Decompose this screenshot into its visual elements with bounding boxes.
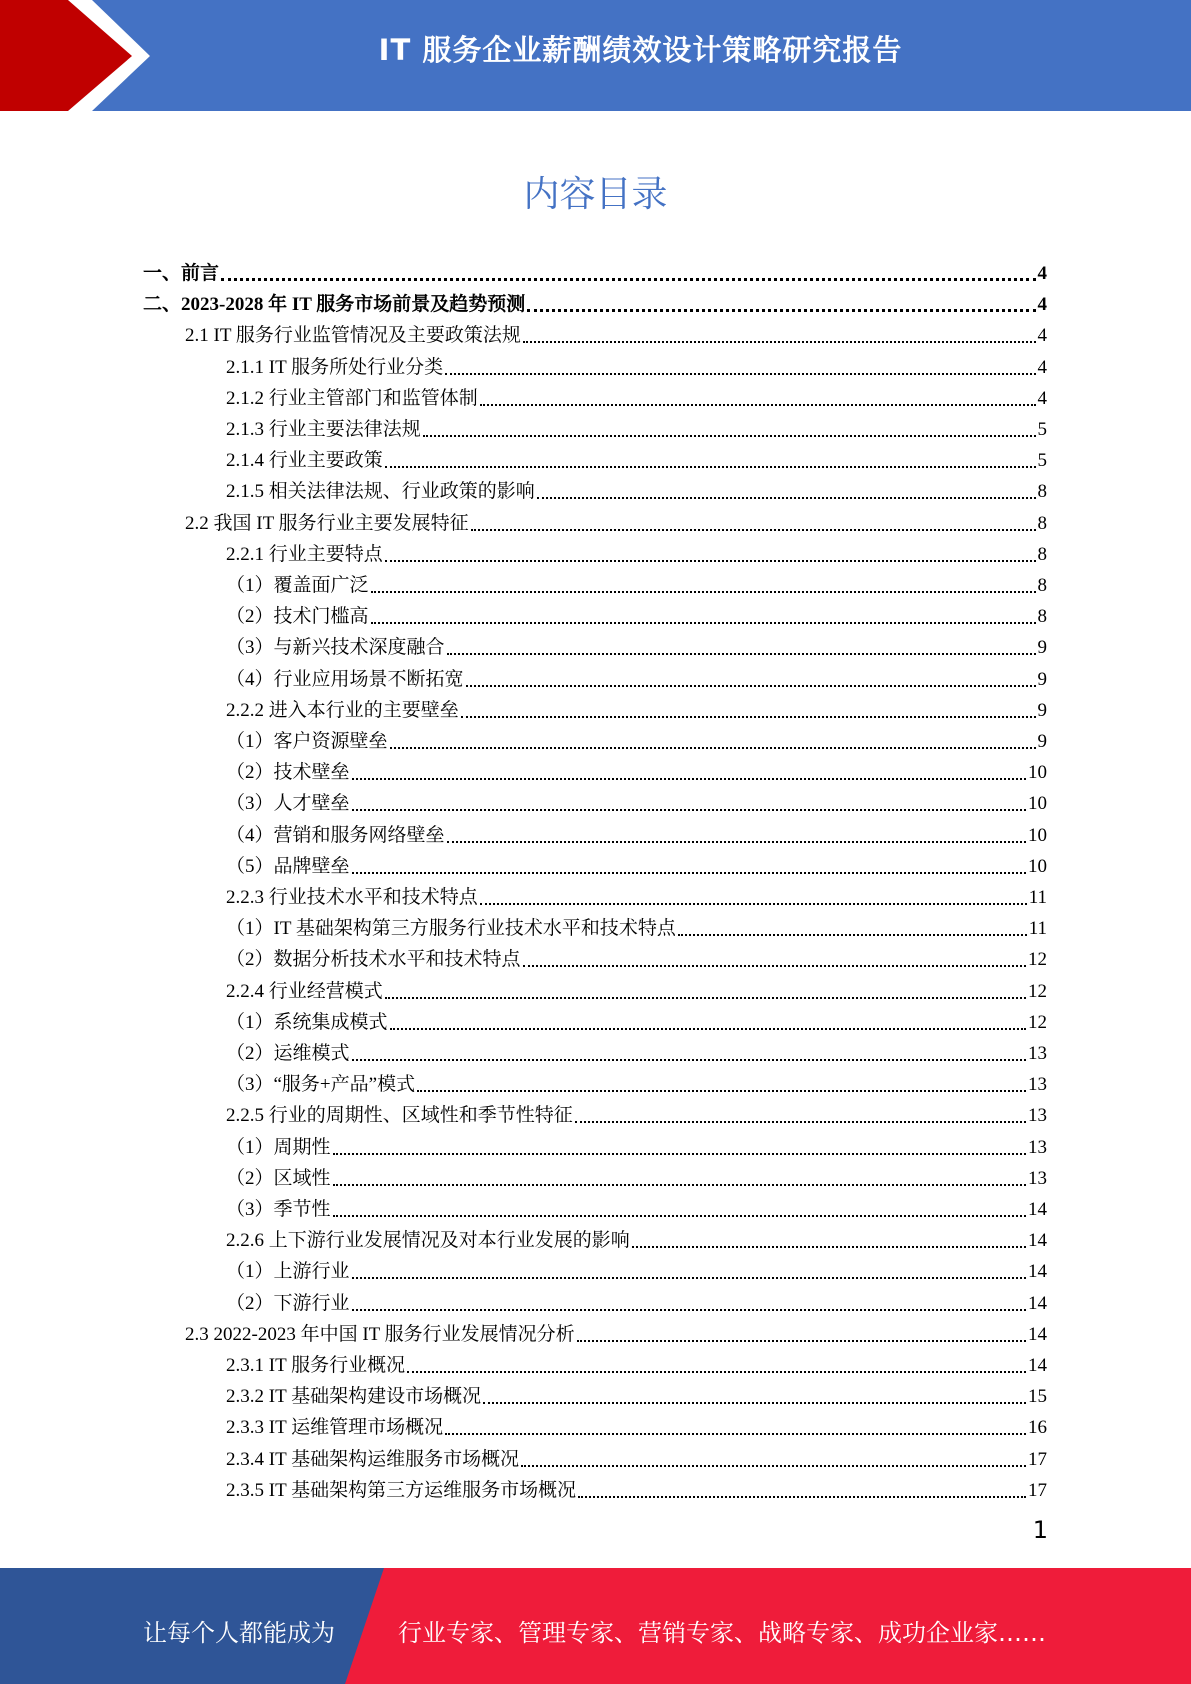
toc-entry[interactable] — [226, 1253, 1047, 1284]
toc-dot-leader — [466, 665, 1036, 687]
toc-entry-title: 2.2.3 行业技术水平和技术特点 — [226, 887, 478, 908]
toc-entry-page: 17 — [1028, 1449, 1047, 1470]
toc-title: 内容目录 — [523, 174, 668, 215]
toc-dot-leader — [221, 258, 1035, 281]
toc-entry-page: 14 — [1028, 1261, 1047, 1282]
toc-entry-page: 9 — [1037, 731, 1047, 752]
toc-entry-title: （3）季节性 — [226, 1199, 331, 1220]
toc-entry-page: 9 — [1037, 700, 1047, 721]
toc-entry[interactable] — [226, 1035, 1047, 1066]
toc-entry-page: 11 — [1028, 918, 1047, 939]
toc-dot-leader — [483, 1382, 1026, 1404]
toc-entry-page: 4 — [1037, 294, 1047, 315]
toc-dot-leader — [527, 289, 1035, 312]
toc-entry-title: （3）“服务+产品”模式 — [226, 1074, 416, 1095]
toc-entry-page: 4 — [1037, 357, 1047, 378]
toc-entry[interactable] — [226, 380, 1047, 411]
toc-entry[interactable] — [226, 536, 1047, 567]
toc-entry-page: 15 — [1028, 1386, 1047, 1407]
header-title: IT 服务企业薪酬绩效设计策略研究报告 — [378, 33, 903, 67]
footer-slogan-right: 行业专家、管理专家、营销专家、战略专家、成功企业家…… — [398, 1619, 1046, 1647]
toc-entry-page: 13 — [1028, 1105, 1047, 1126]
toc-entry-title: （3）与新兴技术深度融合 — [226, 637, 445, 658]
toc-dot-leader — [445, 353, 1035, 375]
toc-dot-leader — [352, 789, 1026, 811]
toc-dot-leader — [447, 633, 1036, 655]
header-banner — [0, 0, 1191, 111]
toc-entry[interactable] — [226, 349, 1047, 380]
toc-entry[interactable] — [226, 941, 1047, 972]
toc-entry-title: （2）技术壁垒 — [226, 762, 350, 783]
toc-dot-leader — [333, 1164, 1026, 1186]
toc-entry-page: 13 — [1028, 1168, 1047, 1189]
toc-dot-leader — [390, 1008, 1026, 1030]
toc-entry[interactable] — [226, 1285, 1047, 1316]
toc-entry[interactable] — [226, 754, 1047, 785]
toc-dot-leader — [352, 1039, 1026, 1061]
toc-dot-leader — [333, 1195, 1026, 1217]
toc-dot-leader — [447, 821, 1026, 843]
toc-entry[interactable] — [226, 598, 1047, 629]
toc-entry-title: 2.3.1 IT 服务行业概况 — [226, 1355, 406, 1376]
toc-entry-title: 2.1.1 IT 服务所处行业分类 — [226, 357, 444, 378]
toc-dot-leader — [371, 571, 1036, 593]
toc-entry[interactable] — [226, 1222, 1047, 1253]
toc-entry[interactable] — [226, 442, 1047, 473]
toc-entry-title: 2.1 IT 服务行业监管情况及主要政策法规 — [185, 325, 521, 346]
toc-entry[interactable] — [226, 879, 1047, 910]
toc-entry[interactable] — [185, 1316, 1047, 1347]
toc-entry-title: （5）品牌壁垒 — [226, 856, 350, 877]
toc-entry-page: 9 — [1037, 669, 1047, 690]
toc-dot-leader — [480, 883, 1027, 905]
toc-entry[interactable] — [226, 1347, 1047, 1378]
toc-dot-leader — [480, 384, 1036, 406]
toc-entry-page: 14 — [1028, 1355, 1047, 1376]
toc-entry-page: 9 — [1037, 637, 1047, 658]
page-number: 1 — [1032, 1516, 1048, 1544]
toc-entry-title: 2.2.5 行业的周期性、区域性和季节性特征 — [226, 1105, 573, 1126]
toc-dot-leader — [577, 1320, 1026, 1342]
toc-dot-leader — [352, 1257, 1026, 1279]
toc-entry-title: 2.2.4 行业经营模式 — [226, 981, 383, 1002]
toc-entry-page: 13 — [1028, 1043, 1047, 1064]
toc-entry[interactable] — [226, 817, 1047, 848]
toc-entry[interactable] — [143, 286, 1047, 317]
toc-entry-title: 2.3.5 IT 基础架构第三方运维服务市场概况 — [226, 1480, 577, 1501]
toc-entry[interactable] — [226, 785, 1047, 816]
toc-dot-leader — [385, 540, 1036, 562]
toc-entry-title: （1）客户资源壁垒 — [226, 731, 388, 752]
toc-entry-page: 14 — [1028, 1230, 1047, 1251]
toc-entry-title: 2.2.1 行业主要特点 — [226, 544, 383, 565]
toc-dot-leader — [471, 509, 1036, 531]
toc-entry-title: 2.2.2 进入本行业的主要壁垒 — [226, 700, 459, 721]
toc-entry-title: （1）覆盖面广泛 — [226, 575, 369, 596]
toc-entry-page: 14 — [1028, 1324, 1047, 1345]
toc-entry[interactable] — [226, 1441, 1047, 1472]
toc-dot-leader — [537, 477, 1036, 499]
toc-entry-title: 2.1.4 行业主要政策 — [226, 450, 383, 471]
toc-entry-title: 2.2 我国 IT 服务行业主要发展特征 — [185, 513, 469, 534]
toc-dot-leader — [578, 1476, 1026, 1498]
toc-entry-title: 2.3.3 IT 运维管理市场概况 — [226, 1417, 444, 1438]
toc-entry-title: 2.1.3 行业主要法律法规 — [226, 419, 421, 440]
toc-entry[interactable] — [226, 473, 1047, 504]
toc-entry-page: 10 — [1028, 825, 1047, 846]
toc-entry-page: 10 — [1028, 856, 1047, 877]
toc-entry-page: 14 — [1028, 1293, 1047, 1314]
toc-entry-title: 二、2023-2028 年 IT 服务市场前景及趋势预测 — [143, 294, 526, 315]
toc-entry-page: 8 — [1037, 513, 1047, 534]
toc-entry-title: （2）数据分析技术水平和技术特点 — [226, 949, 521, 970]
toc-dot-leader — [352, 852, 1026, 874]
toc-entry-page: 4 — [1037, 325, 1047, 346]
toc-entry-page: 8 — [1037, 606, 1047, 627]
toc-entry-page: 8 — [1037, 575, 1047, 596]
toc-entry-title: （2）技术门槛高 — [226, 606, 369, 627]
toc-entry-page: 16 — [1028, 1417, 1047, 1438]
toc-dot-leader — [521, 1445, 1026, 1467]
toc-dot-leader — [423, 415, 1036, 437]
toc-dot-leader — [352, 1289, 1026, 1311]
toc-entry-title: 2.2.6 上下游行业发展情况及对本行业发展的影响 — [226, 1230, 630, 1251]
toc-entry-page: 13 — [1028, 1074, 1047, 1095]
toc-entry-title: 2.3.2 IT 基础架构建设市场概况 — [226, 1386, 482, 1407]
toc-entry-page: 8 — [1037, 481, 1047, 502]
toc-dot-leader — [575, 1101, 1026, 1123]
toc-dot-leader — [333, 1133, 1026, 1155]
toc-entry[interactable] — [185, 317, 1047, 348]
footer-banner — [0, 1568, 1191, 1684]
toc-entry[interactable] — [226, 848, 1047, 879]
toc-entry[interactable] — [226, 1378, 1047, 1409]
toc-entry[interactable] — [226, 973, 1047, 1004]
toc-entry[interactable] — [226, 1191, 1047, 1222]
toc-entry[interactable] — [226, 1409, 1047, 1440]
toc-entry-title: 2.3 2022-2023 年中国 IT 服务行业发展情况分析 — [185, 1324, 575, 1345]
toc-entry-title: 2.1.5 相关法律法规、行业政策的影响 — [226, 481, 535, 502]
toc-entry-title: （2）下游行业 — [226, 1293, 350, 1314]
toc-entry-title: （3）人才壁垒 — [226, 793, 350, 814]
toc-entry[interactable] — [226, 692, 1047, 723]
toc-entry-page: 10 — [1028, 793, 1047, 814]
toc-entry-page: 4 — [1037, 388, 1047, 409]
toc-entry[interactable] — [226, 567, 1047, 598]
toc-entry-title: 一、前言 — [143, 263, 220, 284]
toc-entry[interactable] — [143, 255, 1047, 286]
toc-dot-leader — [407, 1351, 1026, 1373]
toc-dot-leader — [352, 758, 1026, 780]
toc-entry[interactable] — [226, 1097, 1047, 1128]
toc-entry-page: 14 — [1028, 1199, 1047, 1220]
toc-dot-leader — [461, 696, 1036, 718]
toc-entry-title: （1）IT 基础架构第三方服务行业技术水平和技术特点 — [226, 918, 676, 939]
toc-dot-leader — [632, 1226, 1026, 1248]
toc-entry[interactable] — [185, 505, 1047, 536]
toc-dot-leader — [445, 1413, 1026, 1435]
toc-entry-page: 17 — [1028, 1480, 1047, 1501]
toc-entry[interactable] — [226, 629, 1047, 660]
toc-entry-page: 12 — [1028, 949, 1047, 970]
toc-entry-page: 11 — [1028, 887, 1047, 908]
footer-slogan-left: 让每个人都能成为 — [143, 1619, 335, 1647]
toc-entry[interactable] — [226, 1472, 1047, 1503]
toc-entry-title: （1）上游行业 — [226, 1261, 350, 1282]
toc-entry[interactable] — [226, 661, 1047, 692]
toc-entry[interactable] — [226, 910, 1047, 941]
toc-entry-page: 5 — [1037, 450, 1047, 471]
toc-entry-page: 8 — [1037, 544, 1047, 565]
toc-entry[interactable] — [226, 723, 1047, 754]
toc-dot-leader — [385, 977, 1026, 999]
toc-entry-page: 10 — [1028, 762, 1047, 783]
toc-entry[interactable] — [226, 1129, 1047, 1160]
toc-entry-title: （2）区域性 — [226, 1168, 331, 1189]
toc-entry-page: 12 — [1028, 981, 1047, 1002]
toc-entry-title: （4）行业应用场景不断拓宽 — [226, 669, 464, 690]
toc-entry-page: 5 — [1037, 419, 1047, 440]
toc-entry-title: （2）运维模式 — [226, 1043, 350, 1064]
toc-entry[interactable] — [226, 411, 1047, 442]
toc-dot-leader — [678, 914, 1027, 936]
toc-entry-page: 4 — [1037, 263, 1047, 284]
toc-entry[interactable] — [226, 1066, 1047, 1097]
toc-entry-page: 13 — [1028, 1137, 1047, 1158]
toc-entry-title: （1）系统集成模式 — [226, 1012, 388, 1033]
toc-entry-title: 2.1.2 行业主管部门和监管体制 — [226, 388, 478, 409]
toc-dot-leader — [385, 446, 1036, 468]
toc-entry[interactable] — [226, 1160, 1047, 1191]
toc-entry-title: （4）营销和服务网络壁垒 — [226, 825, 445, 846]
toc-dot-leader — [523, 321, 1036, 343]
toc-dot-leader — [371, 602, 1036, 624]
toc-entry-title: 2.3.4 IT 基础架构运维服务市场概况 — [226, 1449, 520, 1470]
toc-dot-leader — [417, 1070, 1026, 1092]
toc-entry[interactable] — [226, 1004, 1047, 1035]
toc-entry-page: 12 — [1028, 1012, 1047, 1033]
toc-dot-leader — [390, 727, 1036, 749]
toc-dot-leader — [523, 945, 1026, 967]
toc-entry-title: （1）周期性 — [226, 1137, 331, 1158]
